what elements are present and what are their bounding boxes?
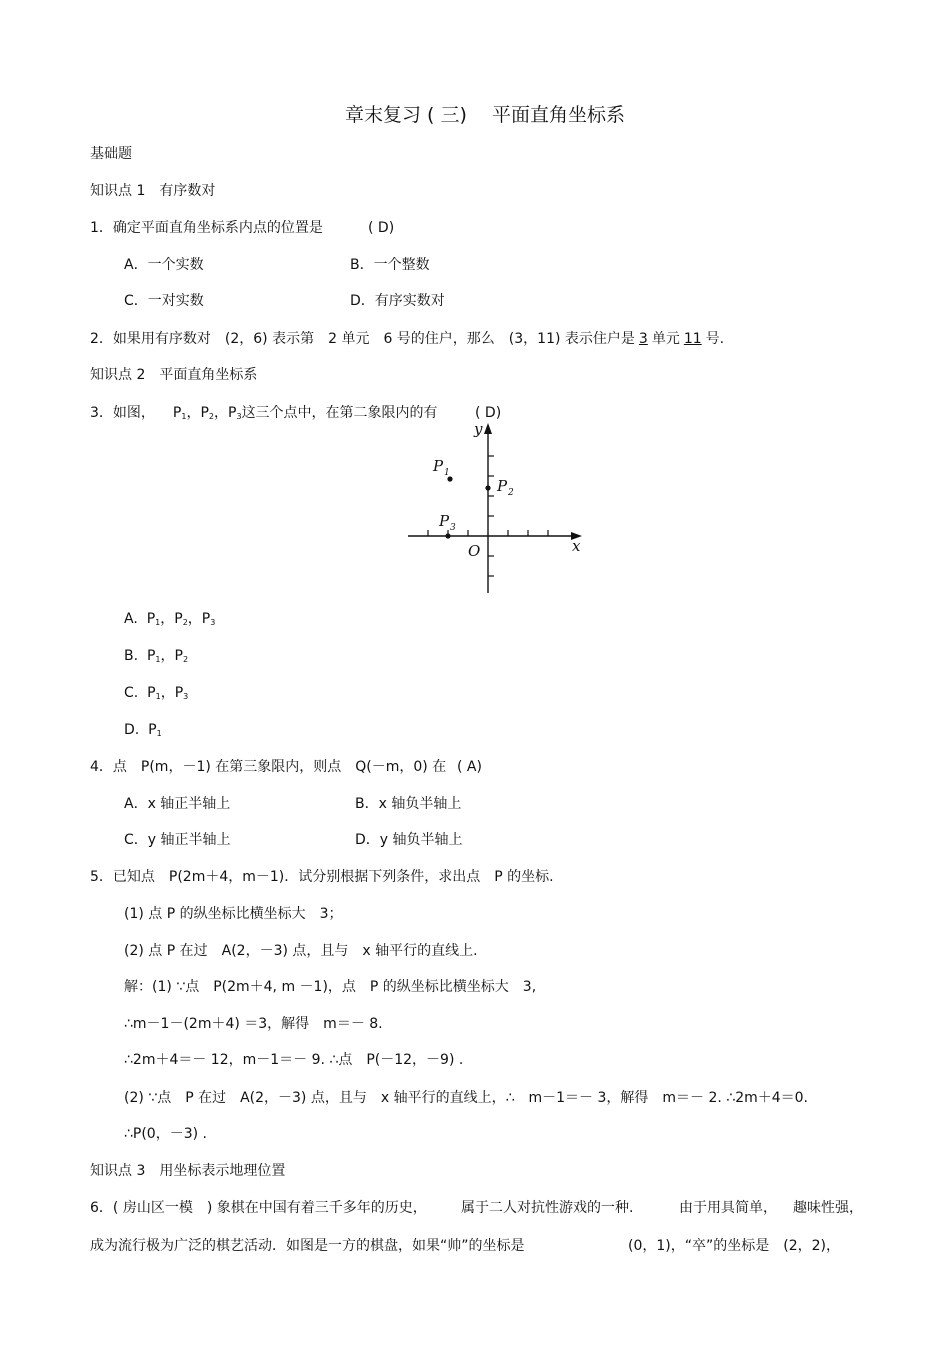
question-4-option-d: D．y 轴负半轴上 [355,832,463,848]
question-2 [90,330,724,348]
point-p2-label: $P_2$ [200,405,215,421]
p2-label-letter: P [497,477,508,495]
question-2-end: 号. [705,331,725,347]
p3-label-letter: P [439,512,450,530]
knowledge-point-2: 知识点 2 平面直角坐标系 [90,367,258,383]
question-1-answer: ( D) [368,220,395,236]
y-axis-label: y [474,420,483,438]
knowledge-point-3: 知识点 3 用坐标表示地理位置 [90,1163,286,1179]
question-5-solution-3: ∴2m＋4＝－ 12，m－1＝－ 9. ∴点 P(－12，－9) . [124,1052,464,1068]
origin-label: O [468,542,481,560]
question-5-stem: 5．已知点 P(2m＋4，m－1)．试分别根据下列条件，求出点 P 的坐标. [90,869,554,885]
question-2-stem: 2．如果用有序数对 (2，6) 表示第 2 单元 6 号的住户，那么 (3，11) 表示住户是 [90,331,635,347]
x-axis-label: x [572,537,581,555]
question-3-stem-pre: 3．如图， [90,405,155,421]
question-4-option-b: B．x 轴负半轴上 [355,796,462,812]
y-axis-arrow [484,423,492,434]
question-5-solution-5: ∴P(0，－3) . [124,1126,207,1142]
question-4-answer: ( A) [457,759,482,775]
question-5-solution-1: 解：(1) ∵点 P(2m＋4, m －1)，点 P 的纵坐标比横坐标大 3, [124,979,537,995]
question-4-stem: 4．点 P(m，－1) 在第三象限内，则点 Q(－m，0) 在 [90,759,447,775]
question-6-line-1a: 6．( 房山区一模 ) 象棋在中国有着三千多年的历史， [90,1200,427,1216]
question-6-line-2a: 成为流行极为广泛的棋艺活动．如图是一方的棋盘，如果“帅”的坐标是 [90,1238,525,1254]
question-1-stem: 1．确定平面直角坐标系内点的位置是 [90,220,323,236]
point-p3-label: $P_3$ [228,405,242,421]
question-4-option-c: C．y 轴正半轴上 [124,832,231,848]
question-3-stem: 3．如图， $P_1$，$P_2$，$P_3$这三个点中，在第二象限内的有 [90,405,438,421]
point-p3 [445,533,450,538]
question-1-option-a: A．一个实数 [124,257,204,273]
question-3-option-c: C. $P_1$，$P_3$ [124,685,189,701]
question-3-stem-post: 这三个点中，在第二象限内的有 [241,405,438,421]
question-6-line-1c: 由于用具简单， [679,1200,777,1216]
question-3-option-d: D. $P_1$ [124,722,162,738]
question-5-solution-4: (2) ∵点 P 在过 A(2，－3) 点，且与 x 轴平行的直线上，∴ m－1＝－ 3，解得 m＝－ 2. ∴2m＋4＝0. [124,1090,809,1106]
question-2-blank-number: 11 [683,331,702,347]
point-p2 [485,485,490,490]
page-title: 章末复习 ( 三) 平面直角坐标系 [345,104,625,126]
question-5-condition-1: (1) 点 P 的纵坐标比横坐标大 3； [124,906,343,922]
knowledge-point-1: 知识点 1 有序数对 [90,183,216,199]
y-ticks [488,456,494,576]
p2-label-sub: 2 [508,488,514,498]
question-4-option-a: A．x 轴正半轴上 [124,796,231,812]
question-1-option-c: C．一对实数 [124,293,204,309]
question-3-answer: ( D) [475,405,502,421]
question-1-option-b: B．一个整数 [350,257,430,273]
question-2-blank-unit: 3 [638,331,648,347]
point-p1-label: $P_1$ [172,405,187,421]
section-heading-basic: 基础题 [90,146,132,162]
question-2-mid: 单元 [651,331,680,347]
question-6-line-1d: 趣味性强， [793,1200,863,1216]
question-3-option-a: A. $P_1$，$P_2$，$P_3$ [124,611,216,627]
p1-label-sub: 1 [444,468,450,478]
question-6-line-2b: (0，1)，“卒”的坐标是 (2，2)， [628,1238,840,1254]
p3-label-sub: 3 [450,523,456,533]
p1-label-letter: P [433,457,444,475]
question-5-solution-2: ∴m－1－(2m＋4) ＝3，解得 m＝－ 8. [124,1016,383,1032]
coordinate-figure [400,418,600,598]
question-5-condition-2: (2) 点 P 在过 A(2，－3) 点，且与 x 轴平行的直线上. [124,943,478,959]
question-6-line-1b: 属于二人对抗性游戏的一种. [461,1200,634,1216]
question-1-option-d: D．有序实数对 [350,293,445,309]
question-3-option-b: B. $P_1$，$P_2$ [124,648,189,664]
